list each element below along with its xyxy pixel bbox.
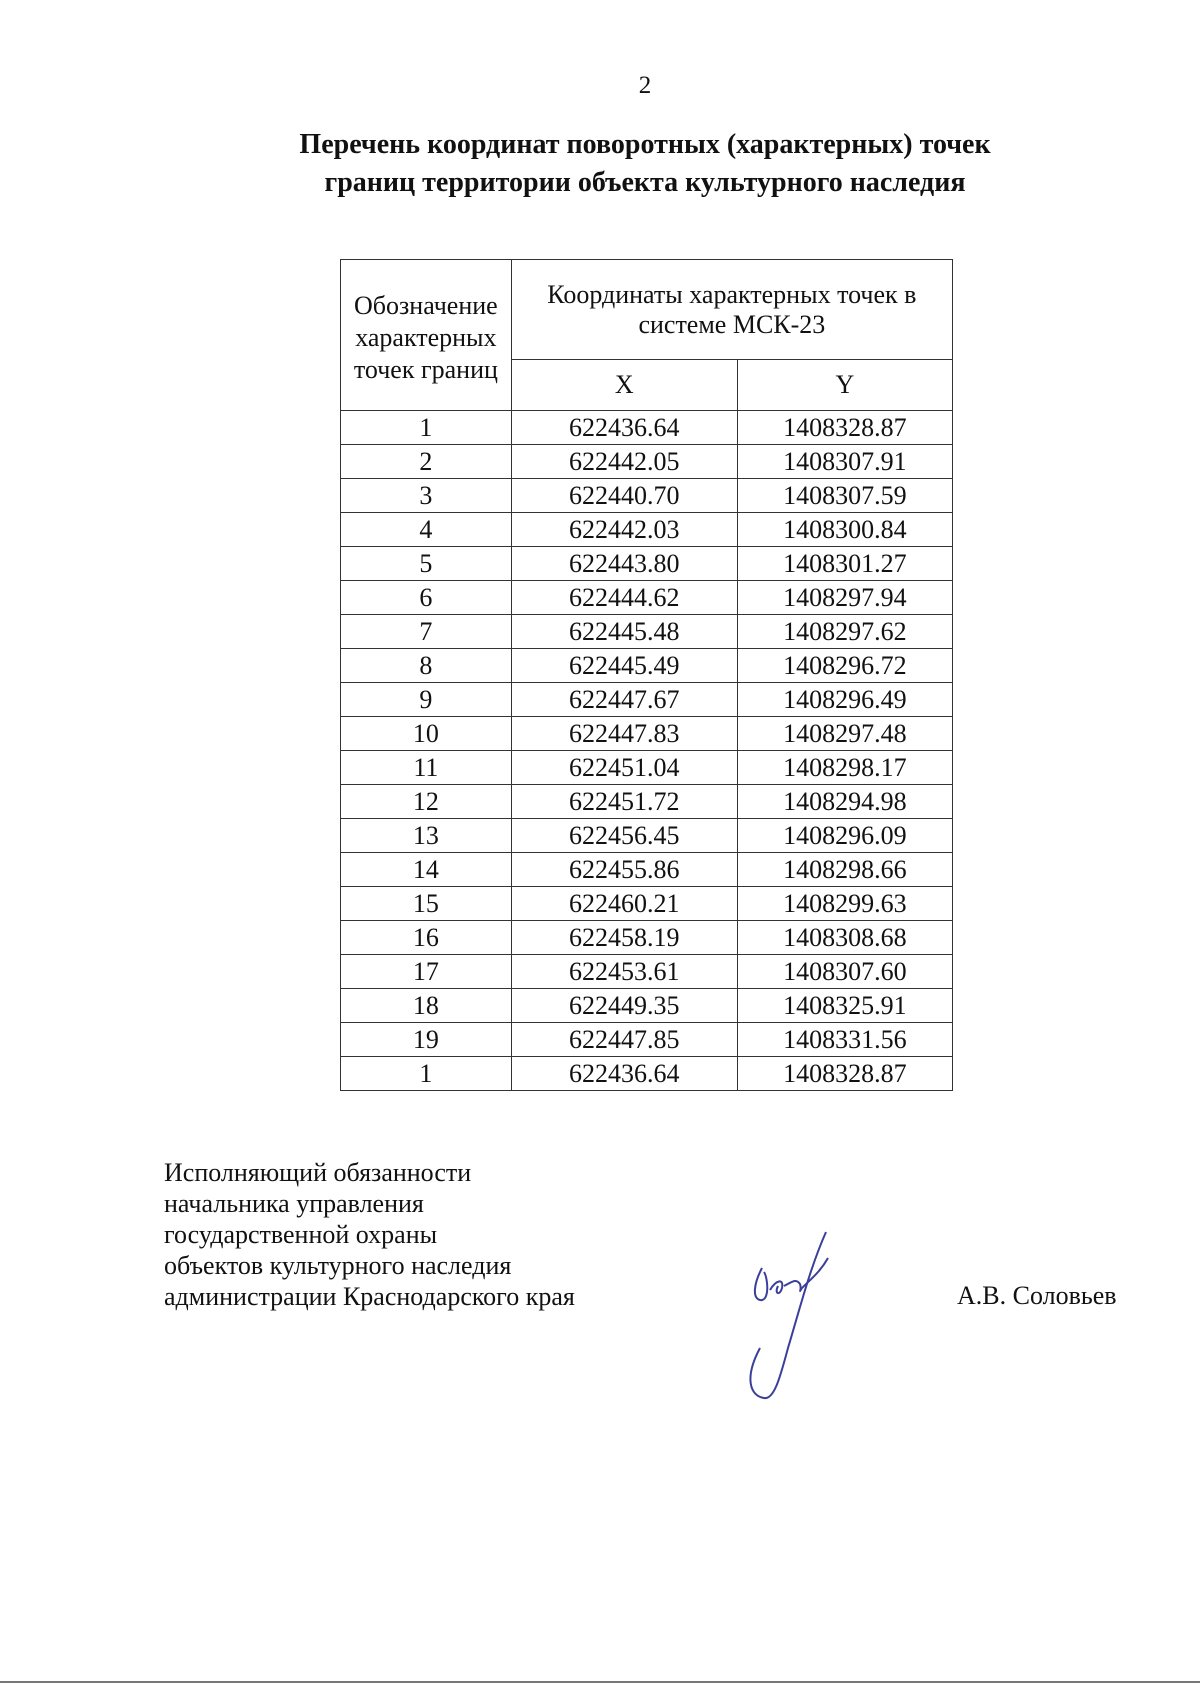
- point-number-cell: 19: [341, 1023, 512, 1057]
- x-coordinate-cell: 622447.85: [511, 1023, 737, 1057]
- y-coordinate-cell: 1408331.56: [737, 1023, 952, 1057]
- x-coordinate-cell: 622443.80: [511, 547, 737, 581]
- page-number: 2: [638, 72, 652, 99]
- table-row: [341, 819, 953, 853]
- point-number-cell: 6: [341, 581, 512, 615]
- x-coordinate-cell: 622445.49: [511, 649, 737, 683]
- x-coordinate-cell: 622442.03: [511, 513, 737, 547]
- table-row: [341, 581, 953, 615]
- y-coordinate-cell: 1408325.91: [737, 989, 952, 1023]
- x-coordinate-cell: 622451.72: [511, 785, 737, 819]
- y-coordinate-cell: 1408298.17: [737, 751, 952, 785]
- point-number-cell: 15: [341, 887, 512, 921]
- x-coordinate-cell: 622460.21: [511, 887, 737, 921]
- header-designation: [341, 260, 512, 411]
- x-coordinate-cell: 622436.64: [511, 411, 737, 445]
- point-number-cell: 12: [341, 785, 512, 819]
- y-coordinate-cell: 1408296.09: [737, 819, 952, 853]
- table-row: [341, 1023, 953, 1057]
- title-line-1: Перечень координат поворотных (характерных) точек: [299, 129, 991, 160]
- y-coordinate-cell: 1408307.59: [737, 479, 952, 513]
- x-coordinate-cell: 622445.48: [511, 615, 737, 649]
- table-row: [341, 649, 953, 683]
- x-coordinate-cell: 622458.19: [511, 921, 737, 955]
- y-coordinate-cell: 1408297.48: [737, 717, 952, 751]
- x-coordinate-cell: 622440.70: [511, 479, 737, 513]
- y-coordinate-cell: 1408299.63: [737, 887, 952, 921]
- y-coordinate-cell: 1408301.27: [737, 547, 952, 581]
- table-row: [341, 445, 953, 479]
- header-y: Y: [737, 360, 952, 411]
- title-line-2: границ территории объекта культурного наследия: [324, 167, 966, 198]
- signer-name: А.В. Соловьев: [957, 1281, 1117, 1310]
- table-row: [341, 479, 953, 513]
- header-coordinates-line: Координаты характерных точек в: [547, 279, 917, 309]
- signer-position-line: начальника управления: [164, 1189, 424, 1218]
- x-coordinate-cell: 622447.67: [511, 683, 737, 717]
- table-row: [341, 887, 953, 921]
- signer-position-line: Исполняющий обязанности: [164, 1158, 472, 1187]
- point-number-cell: 3: [341, 479, 512, 513]
- table-row: [341, 513, 953, 547]
- table-row: [341, 785, 953, 819]
- header-coordinates: [511, 260, 952, 360]
- point-number-cell: 17: [341, 955, 512, 989]
- signer-position: [164, 1157, 575, 1312]
- x-coordinate-cell: 622451.04: [511, 751, 737, 785]
- table-row: [341, 717, 953, 751]
- header-designation-line: точек границ: [353, 355, 498, 384]
- header-x: X: [511, 360, 737, 411]
- table-row: [341, 683, 953, 717]
- point-number-cell: 1: [341, 1057, 512, 1091]
- handwritten-signature: [740, 1228, 850, 1403]
- header-designation-line: Обозначение: [354, 291, 498, 320]
- table-row: [341, 1057, 953, 1091]
- x-coordinate-cell: 622444.62: [511, 581, 737, 615]
- signer-position-line: государственной охраны: [164, 1220, 438, 1249]
- header-coordinates-line: системе МСК-23: [638, 309, 826, 339]
- y-coordinate-cell: 1408297.62: [737, 615, 952, 649]
- x-coordinate-cell: 622453.61: [511, 955, 737, 989]
- point-number-cell: 2: [341, 445, 512, 479]
- table-row: [341, 615, 953, 649]
- y-coordinate-cell: 1408308.68: [737, 921, 952, 955]
- point-number-cell: 16: [341, 921, 512, 955]
- y-coordinate-cell: 1408297.94: [737, 581, 952, 615]
- y-coordinate-cell: 1408307.60: [737, 955, 952, 989]
- y-coordinate-cell: 1408307.91: [737, 445, 952, 479]
- point-number-cell: 5: [341, 547, 512, 581]
- table-row: [341, 989, 953, 1023]
- y-coordinate-cell: 1408298.66: [737, 853, 952, 887]
- y-coordinate-cell: 1408296.49: [737, 683, 952, 717]
- document-title: [0, 126, 1200, 202]
- x-coordinate-cell: 622456.45: [511, 819, 737, 853]
- y-coordinate-cell: 1408328.87: [737, 411, 952, 445]
- table-row: [341, 853, 953, 887]
- table-row: [341, 751, 953, 785]
- point-number-cell: 10: [341, 717, 512, 751]
- y-coordinate-cell: 1408294.98: [737, 785, 952, 819]
- table-row: [341, 921, 953, 955]
- y-coordinate-cell: 1408300.84: [737, 513, 952, 547]
- x-coordinate-cell: 622436.64: [511, 1057, 737, 1091]
- x-coordinate-cell: 622455.86: [511, 853, 737, 887]
- x-coordinate-cell: 622442.05: [511, 445, 737, 479]
- coordinates-table-body: [341, 411, 953, 1091]
- signer-position-line: администрации Краснодарского края: [164, 1282, 575, 1311]
- point-number-cell: 4: [341, 513, 512, 547]
- page-bottom-rule: [0, 1681, 1200, 1683]
- point-number-cell: 8: [341, 649, 512, 683]
- header-designation-line: характерных: [355, 323, 497, 352]
- point-number-cell: 11: [341, 751, 512, 785]
- point-number-cell: 7: [341, 615, 512, 649]
- y-coordinate-cell: 1408328.87: [737, 1057, 952, 1091]
- y-coordinate-cell: 1408296.72: [737, 649, 952, 683]
- x-coordinate-cell: 622447.83: [511, 717, 737, 751]
- point-number-cell: 18: [341, 989, 512, 1023]
- table-row: [341, 547, 953, 581]
- coordinates-table: [340, 259, 953, 1091]
- point-number-cell: 1: [341, 411, 512, 445]
- signer-position-line: объектов культурного наследия: [164, 1251, 512, 1280]
- table-row: [341, 955, 953, 989]
- x-coordinate-cell: 622449.35: [511, 989, 737, 1023]
- point-number-cell: 14: [341, 853, 512, 887]
- point-number-cell: 9: [341, 683, 512, 717]
- table-row: [341, 411, 953, 445]
- point-number-cell: 13: [341, 819, 512, 853]
